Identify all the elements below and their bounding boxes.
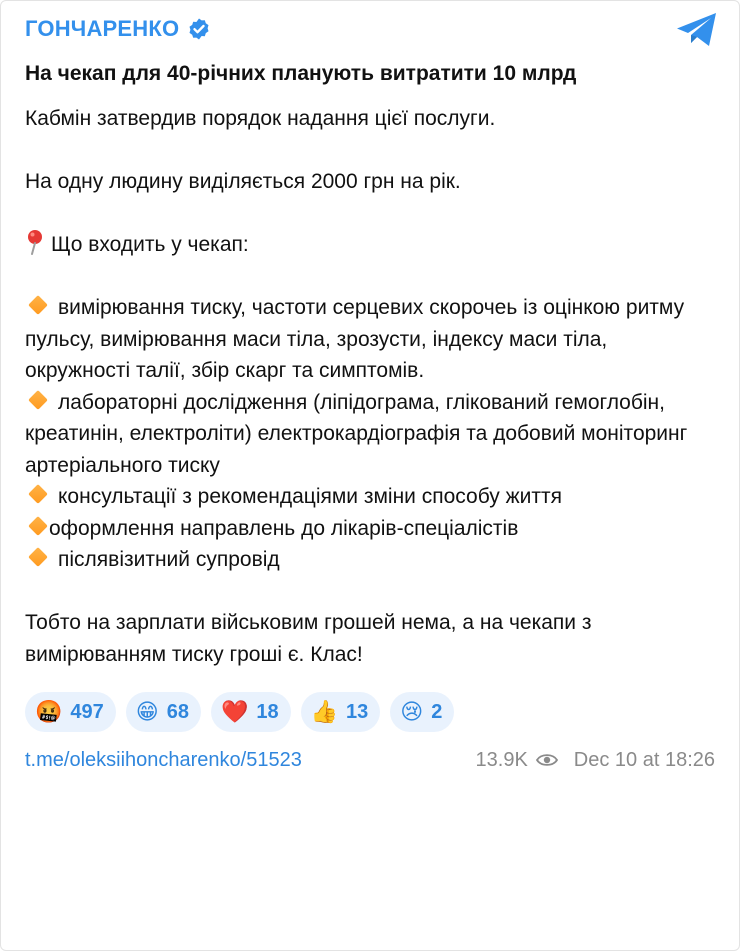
list-item-text: лабораторні дослідження (ліпідограма, глікований гемоглобін, креатинін, електроліти) електрокардіографія та добовий моніторинг артеріального тиску <box>25 390 688 477</box>
reactions-bar <box>25 692 715 732</box>
post-body <box>25 103 715 670</box>
closing-paragraph: Тобто на зарплати військовим грошей нема, а на чекапи з вимірюванням тиску гроші є. Клас! <box>25 611 592 666</box>
reaction-count: 68 <box>166 700 189 723</box>
list-item <box>25 387 715 482</box>
paragraph-2: На одну людину виділяється 2000 грн на рік. <box>25 170 461 193</box>
checkup-heading-text: Що входить у чекап: <box>51 233 249 256</box>
list-item <box>25 481 715 513</box>
heart-icon: ❤️ <box>220 699 249 724</box>
orange-diamond-icon <box>28 390 48 410</box>
reaction-crying[interactable] <box>390 692 454 732</box>
post-title: На чекап для 40-річних планують витратити 10 млрд <box>25 62 577 85</box>
list-item-text: консультації з рекомендаціями зміни способу життя <box>58 485 562 508</box>
angry-face-icon: 🤬 <box>35 699 63 724</box>
reaction-heart[interactable] <box>211 692 291 732</box>
channel-name[interactable]: ГОНЧАРЕНКО <box>25 16 180 41</box>
post-link[interactable]: t.me/oleksiihoncharenko/51523 <box>25 748 302 771</box>
paragraph-1: Кабмін затвердив порядок надання цієї послуги. <box>25 107 496 130</box>
orange-diamond-icon <box>28 547 48 567</box>
grinning-face-icon: 😁 <box>135 699 159 724</box>
reaction-count: 2 <box>431 700 443 723</box>
post-meta <box>476 749 715 772</box>
crying-face-icon: 😢 <box>400 699 424 724</box>
list-item <box>25 513 715 545</box>
list-item-text: вимірювання тиску, частоти серцевих скорочеь із оцінкою ритму пульсу, вимірювання маси тіла, зрозусти, індексу маси тіла, окружності талії, збір скарг та симптомів. <box>25 296 685 382</box>
reaction-count: 18 <box>256 700 279 723</box>
list-item <box>25 292 715 387</box>
verified-badge-icon <box>187 17 211 41</box>
reaction-count: 497 <box>70 700 104 723</box>
checkup-heading <box>25 229 715 261</box>
checkup-list <box>25 292 715 576</box>
post-header <box>25 15 715 43</box>
orange-diamond-icon <box>28 295 48 315</box>
orange-diamond-icon <box>28 516 48 536</box>
orange-diamond-icon <box>28 484 48 504</box>
reaction-thumbs-up[interactable] <box>301 692 381 732</box>
list-item-text: оформлення направлень до лікарів-спеціалістів <box>49 516 519 540</box>
telegram-logo-icon[interactable] <box>675 11 719 49</box>
reaction-count: 13 <box>346 700 369 723</box>
list-item <box>25 544 715 576</box>
post-footer <box>25 746 715 774</box>
list-item-text: післявізитний супровід <box>58 548 280 571</box>
post-date: Dec 10 at 18:26 <box>573 748 715 771</box>
eye-icon <box>536 753 558 767</box>
reaction-grin[interactable] <box>126 692 201 732</box>
view-count: 13.9K <box>475 748 528 771</box>
pin-icon <box>25 229 47 255</box>
reaction-angry[interactable] <box>25 692 116 732</box>
thumbs-up-icon: 👍 <box>310 699 339 724</box>
